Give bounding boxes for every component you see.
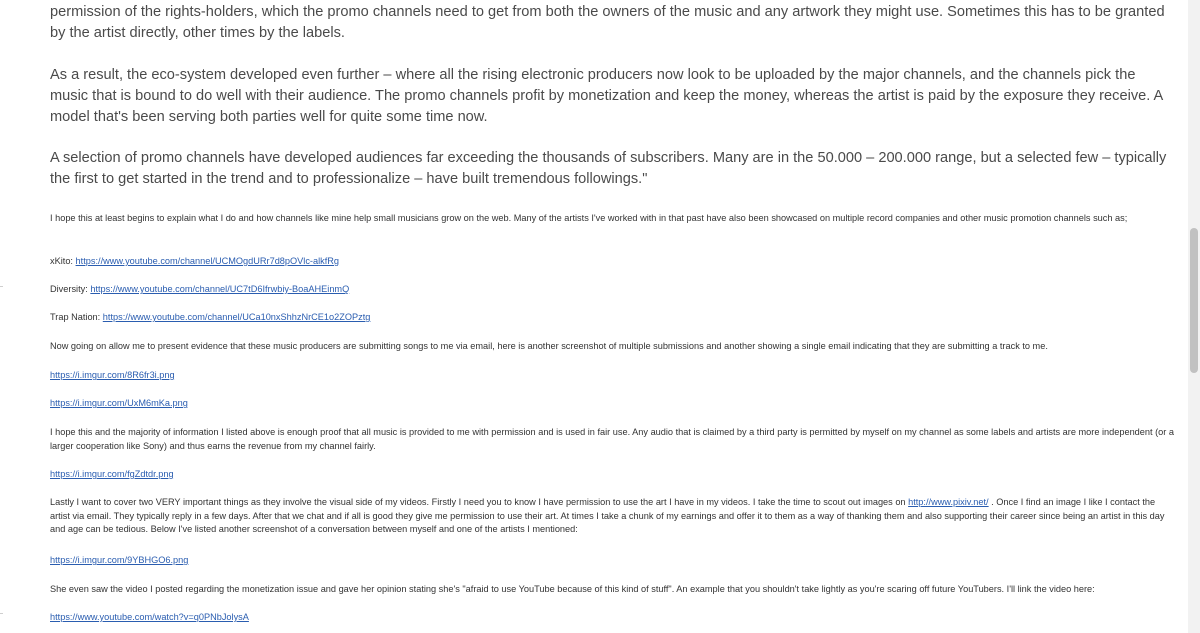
lastly-text-start: Lastly I want to cover two VERY important things as they involve the visual side of my videos. Firstly I need you to know I have permission to use the art I have in my videos. I take the time to scout out images on xyxy=(50,497,909,507)
youtube-video-link[interactable]: https://www.youtube.com/watch?v=q0PNbJolysA xyxy=(50,612,249,622)
article-paragraph-audiences: A selection of promo channels have developed audiences far exceeding the thousands of subscribers. Many are in the 50.000 – 200.000 range, but a selected few – typically the first to get started in the trend and to professionalize – have built tremendous followings." xyxy=(50,150,1167,187)
vertical-scrollbar[interactable] xyxy=(1188,0,1200,633)
message-she: She even saw the video I posted regarding the monetization issue and gave her opinion stating she's "afraid to use YouTube because of this kind of stuff". An example that you shouldn't take lightly as you're scaring off future YouTubers. I'll link the video here: xyxy=(50,584,1095,594)
channel-link-xkito[interactable]: https://www.youtube.com/channel/UCMOgdURr7d8pOVlc-alkfRg xyxy=(75,256,340,266)
imgur-link-4[interactable]: https://i.imgur.com/9YBHGO6.png xyxy=(50,555,189,565)
divider xyxy=(0,613,3,614)
message-intro: I hope this at least begins to explain what I do and how channels like mine help small musicians grow on the web. Many of the artists I've worked with in that past have also been showcased on multiple record companies and other music promotion channels such as; xyxy=(50,213,1128,223)
message-lastly xyxy=(50,496,1175,537)
channel-name: xKito: xyxy=(50,256,73,266)
message-evidence: Now going on allow me to present evidence that these music producers are submitting songs to me via email, here is another screenshot of multiple submissions and another showing a single email indicating that they are submitting a track to me. xyxy=(50,341,1048,351)
image-link-item xyxy=(50,397,1175,411)
imgur-link-2[interactable]: https://i.imgur.com/UxM6mKa.png xyxy=(50,398,188,408)
article-paragraph-rights: permission of the rights-holders, which the promo channels need to get from both the owners of the music and any artwork they might use. Sometimes this has to be granted by the artist directly, other times by the labels. xyxy=(50,4,1165,41)
channel-link-diversity[interactable]: https://www.youtube.com/channel/UC7tD6Ifrwbiy-BoaAHEinmQ xyxy=(90,284,350,294)
pixiv-link[interactable]: http://www.pixiv.net/ xyxy=(908,497,989,507)
image-link-item xyxy=(50,468,1175,482)
scrollbar-thumb[interactable] xyxy=(1190,228,1198,373)
channel-item-diversity xyxy=(50,283,1175,297)
lastly-text-end: . Once I find an image I like I contact the artist via email. They typically reply in a few days. After that we chat and if all is good they give me permission to use their art. At times I take a chunk of my earnings and offer it to them as a way of thanking them and also supporting their career since being an artist in this day and age can be tedious. Below I've listed another screenshot of a conversation between myself and one of the artists I mentioned: xyxy=(50,497,1165,534)
article-paragraph-ecosystem: As a result, the eco-system developed even further – where all the rising electronic producers now look to be uploaded by the major channels, and the channels pick the music that is bound to do well with their audience. The promo channels profit by monetization and keep the money, whereas the artist is paid by the exposure they receive. A model that's been serving both parties well for quite some time now. xyxy=(50,67,1163,125)
channel-item-xkito xyxy=(50,255,1175,269)
channel-name: Trap Nation: xyxy=(50,312,101,322)
video-link-item xyxy=(50,611,1175,625)
image-link-item xyxy=(50,369,1175,383)
imgur-link-3[interactable]: https://i.imgur.com/fgZdtdr.png xyxy=(50,469,174,479)
imgur-link-1[interactable]: https://i.imgur.com/8R6fr3i.png xyxy=(50,370,175,380)
message-fair-use: I hope this and the majority of information I listed above is enough proof that all music is provided to me with permission and is used in fair use. Any audio that is claimed by a third party is permitted by myself on my channel as some labels and artists are more independent (or a larger cooperation like Sony) and thus earns the revenue from my channel fairly. xyxy=(50,427,1175,451)
channel-link-trap-nation[interactable]: https://www.youtube.com/channel/UCa10nxShhzNrCE1o2ZOPztg xyxy=(102,312,371,322)
image-link-item xyxy=(50,554,1175,568)
channel-item-trap-nation xyxy=(50,311,1175,325)
channel-name: Diversity: xyxy=(50,284,88,294)
divider xyxy=(0,286,3,287)
